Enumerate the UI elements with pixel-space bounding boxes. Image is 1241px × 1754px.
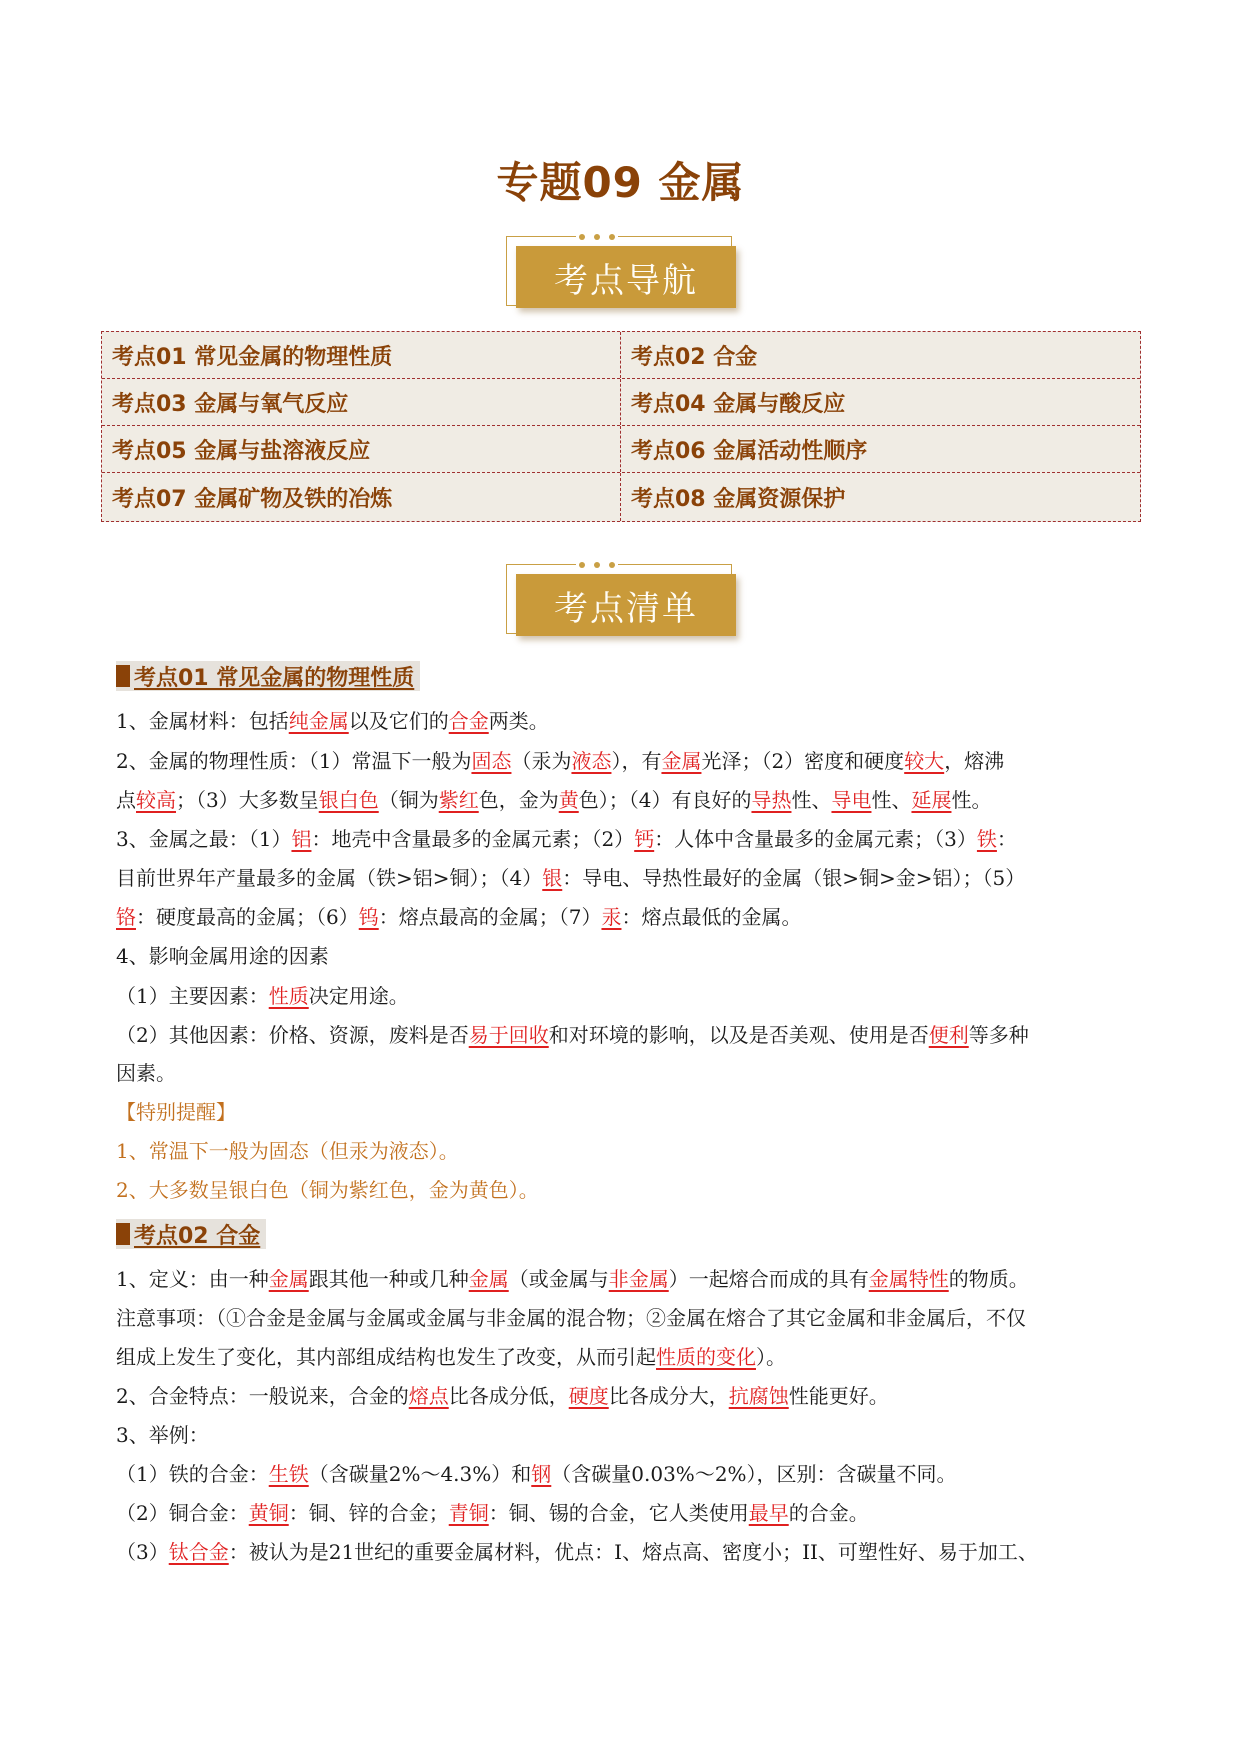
body-text: ：熔点最低的金属。: [621, 905, 802, 929]
body-text: 1、定义：由一种: [116, 1267, 269, 1291]
body-text: 决定用途。: [308, 984, 409, 1008]
body-text: 目前世界年产量最多的金属（铁>铝>铜）；（4）: [116, 866, 543, 890]
key-term: 黄: [558, 788, 579, 812]
key-term: 较高: [136, 788, 176, 812]
body-text: 性。: [951, 788, 992, 812]
nav-row: [102, 426, 1140, 473]
key-term: 黄铜: [248, 1501, 289, 1525]
key-term: 抗腐蚀: [728, 1384, 789, 1408]
key-term: 钛合金: [168, 1540, 229, 1564]
key-term: 固态: [471, 749, 512, 773]
key-term: 汞: [601, 905, 622, 929]
text-line: [116, 1175, 1136, 1205]
key-term: 易于回收: [468, 1023, 549, 1047]
key-term: 合金: [448, 709, 489, 733]
nav-row: [102, 379, 1140, 426]
body-text: 等多种: [968, 1023, 1029, 1047]
heading-marker: [116, 1223, 130, 1245]
body-text: 组成上发生了变化，其内部组成结构也发生了改变，从而引起: [116, 1345, 656, 1369]
text-line: [116, 902, 1136, 932]
key-term: 铬: [116, 905, 136, 929]
key-term: 纯金属: [288, 709, 349, 733]
text-line: [116, 706, 1136, 736]
text-line: [116, 1020, 1136, 1050]
body-text: 点: [116, 788, 136, 812]
key-term: 银白色: [318, 788, 379, 812]
key-term: 最早: [748, 1501, 789, 1525]
body-text: ：被认为是21世纪的重要金属材料，优点：I、熔点高、密度小；II、可塑性好、易于加工、: [228, 1540, 1038, 1564]
text-line: [116, 941, 1136, 971]
body-text: 性能更好。: [788, 1384, 889, 1408]
text-line: [116, 785, 1136, 815]
text-line: [116, 1058, 1136, 1088]
body-text: （2）铜合金：: [116, 1501, 249, 1525]
heading-marker: [116, 665, 130, 687]
text-line: [116, 1097, 1136, 1127]
body-text: ：铜、锌的合金；: [288, 1501, 449, 1525]
section-heading-text: 考点01 常见金属的物理性质: [134, 665, 415, 691]
text-line: [116, 746, 1136, 776]
text-line: [116, 1420, 1136, 1450]
key-term: 钙: [634, 827, 655, 851]
nav-row: [102, 473, 1140, 521]
body-text: （含碳量0.03%～2%），区别：含碳量不同。: [551, 1462, 957, 1486]
key-term: 性质: [268, 984, 309, 1008]
key-term: 金属: [468, 1267, 509, 1291]
body-text: ）。: [756, 1345, 786, 1369]
body-text: 色）；（4）有良好的: [578, 788, 752, 812]
body-text: 性、: [871, 788, 912, 812]
body-text: ：熔点最高的金属；（7）: [378, 905, 602, 929]
nav-row: [102, 332, 1140, 379]
reminder-text: 【特别提醒】: [116, 1100, 236, 1124]
body-text: 3、金属之最：（1）: [116, 827, 292, 851]
body-text: 4、影响金属用途的因素: [116, 944, 329, 968]
section-heading-01: [116, 661, 420, 691]
body-text: 光泽；（2）密度和硬度: [701, 749, 905, 773]
key-term: 硬度: [568, 1384, 609, 1408]
text-line: [116, 1498, 1136, 1528]
list-badge-label: 考点清单: [516, 574, 736, 636]
text-line: [116, 1264, 1136, 1294]
nav-item-04[interactable]: 考点04 金属与酸反应: [631, 391, 846, 417]
key-term: 导热: [751, 788, 792, 812]
text-line: [116, 1459, 1136, 1489]
body-text: ：硬度最高的金属；（6）: [136, 905, 359, 929]
key-term: 钨: [358, 905, 379, 929]
body-text: （2）其他因素：价格、资源，废料是否: [116, 1023, 469, 1047]
key-term: 生铁: [268, 1462, 309, 1486]
key-term: 性质的变化: [656, 1345, 756, 1369]
nav-item-03[interactable]: 考点03 金属与氧气反应: [102, 379, 621, 425]
badge-dots: [576, 232, 618, 242]
text-line: [116, 863, 1136, 893]
body-text: 2、金属的物理性质：（1）常温下一般为: [116, 749, 472, 773]
body-text: 的物质。: [948, 1267, 1029, 1291]
body-text: （1）主要因素：: [116, 984, 269, 1008]
body-text: 1、金属材料：包括: [116, 709, 289, 733]
key-term: 青铜: [448, 1501, 489, 1525]
section-heading-02: [116, 1219, 266, 1249]
body-text: 3、举例：: [116, 1423, 209, 1447]
topic-nav-table: [101, 331, 1141, 522]
text-line: [116, 824, 1136, 854]
body-text: ：地壳中含量最多的金属元素；（2）: [311, 827, 635, 851]
key-term: 导电: [831, 788, 872, 812]
text-line: [116, 1381, 1136, 1411]
key-term: 金属: [268, 1267, 309, 1291]
body-text: ：导电、导热性最好的金属（银>铜>金>铝）；（5）: [562, 866, 1026, 890]
body-text: ：铜、锡的合金，它人类使用: [488, 1501, 749, 1525]
body-text: 注意事项：（①合金是金属与金属或金属与非金属的混合物；②金属在熔合了其它金属和非金属后，不仅: [116, 1306, 1026, 1330]
key-term: 较大: [904, 749, 945, 773]
key-term: 延展: [911, 788, 952, 812]
key-term: 熔点: [408, 1384, 449, 1408]
key-term: 金属特性: [868, 1267, 949, 1291]
nav-item-05[interactable]: 考点05 金属与盐溶液反应: [102, 426, 621, 472]
body-text: 色，金为: [478, 788, 559, 812]
nav-item-01[interactable]: 考点01 常见金属的物理性质: [102, 332, 621, 378]
body-text: 两类。: [488, 709, 549, 733]
body-text: 因素。: [116, 1061, 176, 1085]
list-badge: [506, 564, 738, 640]
text-line: [116, 981, 1136, 1011]
text-line: [116, 1136, 1136, 1166]
body-text: 比各成分大，: [608, 1384, 729, 1408]
nav-item-06[interactable]: 考点06 金属活动性顺序: [631, 438, 868, 464]
key-term: 液态: [571, 749, 612, 773]
body-text: （汞为: [511, 749, 572, 773]
text-line: [116, 1342, 1136, 1372]
body-text: 比各成分低，: [448, 1384, 569, 1408]
key-term: 非金属: [608, 1267, 669, 1291]
body-text: （3）: [116, 1540, 169, 1564]
body-text: ，熔沸: [944, 749, 1005, 773]
body-text: （1）铁的合金：: [116, 1462, 269, 1486]
nav-badge-label: 考点导航: [516, 246, 736, 308]
nav-item-08[interactable]: 考点08 金属资源保护: [631, 486, 846, 512]
reminder-text: 1、常温下一般为固态（但汞为液态）。: [116, 1139, 459, 1163]
body-text: 以及它们的: [348, 709, 449, 733]
section-heading-text: 考点02 合金: [134, 1223, 261, 1249]
body-text: 性、: [791, 788, 832, 812]
nav-item-02[interactable]: 考点02 合金: [631, 344, 758, 370]
body-text: （含碳量2%～4.3%）和: [308, 1462, 532, 1486]
page-title: 专题09 金属: [496, 158, 745, 207]
body-text: ；（3）大多数呈: [176, 788, 319, 812]
text-line: [116, 1537, 1136, 1567]
key-term: 铁: [976, 827, 997, 851]
text-line: [116, 1303, 1136, 1333]
body-text: （铜为: [378, 788, 439, 812]
body-text: ：: [996, 827, 1017, 851]
key-term: 银: [542, 866, 563, 890]
key-term: 钢: [531, 1462, 552, 1486]
reminder-text: 2、大多数呈银白色（铜为紫红色，金为黄色）。: [116, 1178, 539, 1202]
nav-badge: [506, 236, 738, 312]
body-text: 跟其他一种或几种: [308, 1267, 469, 1291]
key-term: 紫红: [438, 788, 479, 812]
badge-dots: [576, 560, 618, 570]
body-text: ：人体中含量最多的金属元素；（3）: [654, 827, 977, 851]
body-text: （或金属与: [508, 1267, 609, 1291]
key-term: 便利: [928, 1023, 969, 1047]
body-text: ），有: [611, 749, 662, 773]
nav-item-07[interactable]: 考点07 金属矿物及铁的冶炼: [102, 473, 621, 521]
body-text: 的合金。: [788, 1501, 869, 1525]
key-term: 铝: [291, 827, 312, 851]
body-text: ）一起熔合而成的具有: [668, 1267, 869, 1291]
body-text: 和对环境的影响，以及是否美观、使用是否: [548, 1023, 929, 1047]
key-term: 金属: [661, 749, 702, 773]
body-text: 2、合金特点：一般说来，合金的: [116, 1384, 409, 1408]
